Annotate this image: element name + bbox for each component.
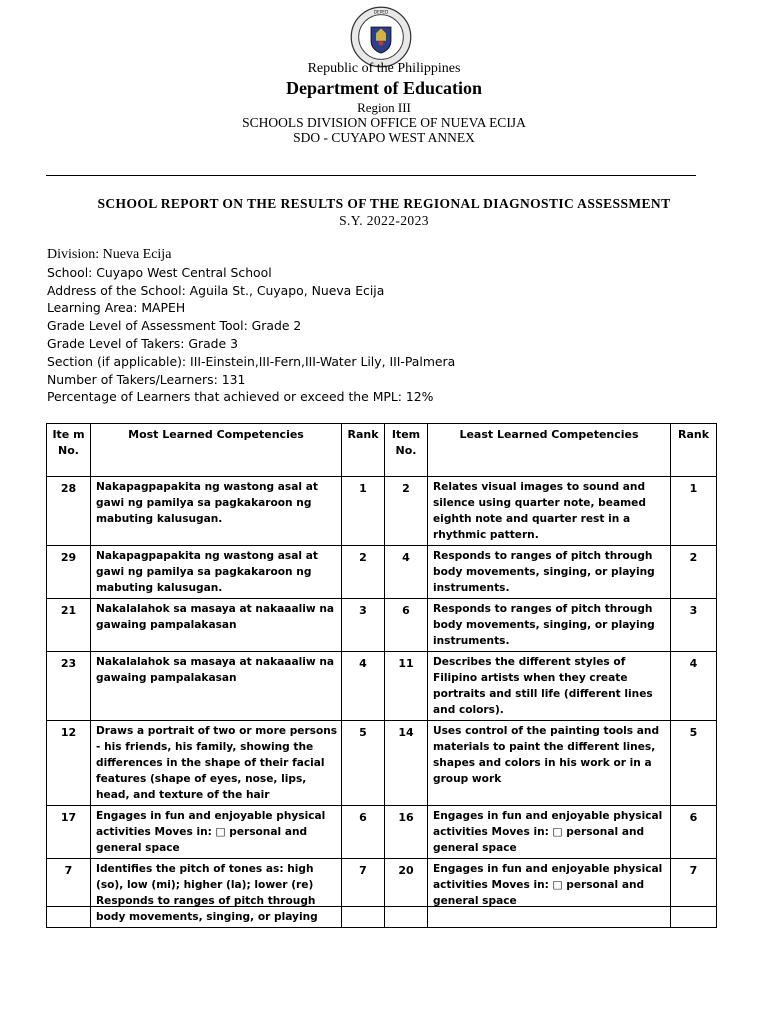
cell-rank-2: 6 (671, 806, 717, 859)
header-division-office: SCHOOLS DIVISION OFFICE OF NUEVA ECIJA (242, 115, 526, 130)
competencies-table (46, 423, 717, 928)
col-header-most-learned: Most Learned Competencies (91, 424, 342, 477)
cell-item-no-2: 4 (385, 546, 428, 599)
table-row (47, 599, 717, 652)
report-title: SCHOOL REPORT ON THE RESULTS OF THE REGIONAL DIAGNOSTIC ASSESSMENT (97, 196, 671, 211)
cell-least-learned: Responds to ranges of pitch through body movements, singing, or playing instruments. (428, 546, 671, 599)
cell-rank: 7 (342, 859, 385, 928)
cell-least-learned: Engages in fun and enjoyable physical activities Moves in: □ personal and general space (428, 806, 671, 859)
table-row (47, 806, 717, 859)
col-header-item-no: Ite m No. (47, 424, 91, 477)
cell-item-no: 23 (47, 652, 91, 721)
cell-rank-2: 2 (671, 546, 717, 599)
header-divider (46, 175, 696, 176)
cell-least-learned: Describes the different styles of Filipino artists when they create portraits and still life (different lines and colors). (428, 652, 671, 721)
cell-item-no-2: 6 (385, 599, 428, 652)
cell-item-no-2: 2 (385, 477, 428, 546)
cell-most-learned: Draws a portrait of two or more persons - his friends, his family, showing the differences in the shape of their facial features (shape of eyes, nose, lips, head, and texture of the hair (91, 721, 342, 806)
cell-rank: 2 (342, 546, 385, 599)
svg-text:DEPED: DEPED (373, 10, 389, 16)
info-school: School: Cuyapo West Central School (47, 264, 272, 280)
cell-item-no: 17 (47, 806, 91, 859)
cell-item-no: 7 (47, 859, 91, 928)
cell-item-no: 12 (47, 721, 91, 806)
info-learning-area: Learning Area: MAPEH (47, 300, 186, 316)
cell-least-learned: Responds to ranges of pitch through body movements, singing, or playing instruments. (428, 599, 671, 652)
col-header-item-no-2: Item No. (385, 424, 428, 477)
cell-least-learned: Relates visual images to sound and silence using quarter note, beamed eighth note and quarter rest in a rhythmic pattern. (428, 477, 671, 546)
cell-rank-2: 4 (671, 652, 717, 721)
cell-rank: 3 (342, 599, 385, 652)
info-mpl: Percentage of Learners that achieved or exceed the MPL: 12% (47, 389, 434, 405)
cell-least-learned: Uses control of the painting tools and materials to paint the different lines, shapes and colors in his work or in a group work (428, 721, 671, 806)
table-row (47, 546, 717, 599)
cell-most-learned: Engages in fun and enjoyable physical activities Moves in: □ personal and general space (91, 806, 342, 859)
info-section: Section (if applicable): III-Einstein,III-Fern,III-Water Lily, III-Palmera (47, 353, 456, 369)
header-department: Department of Education (286, 78, 482, 98)
col-header-least-learned: Least Learned Competencies (428, 424, 671, 477)
info-grade-tool: Grade Level of Assessment Tool: Grade 2 (47, 318, 302, 334)
cell-most-learned: Nakalalahok sa masaya at nakaaaliw na gawaing pampalakasan (91, 652, 342, 721)
footer-divider (46, 906, 716, 907)
cell-item-no: 28 (47, 477, 91, 546)
cell-least-learned: Engages in fun and enjoyable physical activities Moves in: □ personal and general space (428, 859, 671, 928)
info-takers: Number of Takers/Learners: 131 (47, 371, 246, 387)
col-header-rank: Rank (342, 424, 385, 477)
header-republic: Republic of the Philippines (307, 61, 461, 76)
table-header-row (47, 424, 717, 477)
cell-most-learned: Nakalalahok sa masaya at nakaaaliw na gawaing pampalakasan (91, 599, 342, 652)
info-address: Address of the School: Aguila St., Cuyapo, Nueva Ecija (47, 282, 385, 298)
cell-rank-2: 5 (671, 721, 717, 806)
deped-seal-logo (350, 6, 412, 68)
table-row (47, 477, 717, 546)
cell-rank: 1 (342, 477, 385, 546)
info-grade-takers: Grade Level of Takers: Grade 3 (47, 335, 238, 351)
cell-item-no-2: 11 (385, 652, 428, 721)
cell-most-learned: Nakapagpapakita ng wastong asal at gawi ng pamilya sa pagkakaroon ng mabuting kalusugan. (91, 546, 342, 599)
info-division: Division: Nueva Ecija (47, 247, 172, 262)
cell-item-no: 21 (47, 599, 91, 652)
school-info-block (47, 246, 455, 406)
cell-item-no-2: 20 (385, 859, 428, 928)
cell-most-learned: Identifies the pitch of tones as: high (so), low (mi); higher (la); lower (re) Responds to ranges of pitch through body movements, singing, or playing (91, 859, 342, 928)
cell-rank: 4 (342, 652, 385, 721)
school-year: S.Y. 2022-2023 (339, 213, 429, 228)
cell-most-learned: Nakapagpapakita ng wastong asal at gawi ng pamilya sa pagkakaroon ng mabuting kalusugan. (91, 477, 342, 546)
table-row (47, 721, 717, 806)
table-row (47, 859, 717, 928)
cell-item-no-2: 16 (385, 806, 428, 859)
cell-rank-2: 1 (671, 477, 717, 546)
cell-rank: 6 (342, 806, 385, 859)
cell-rank-2: 7 (671, 859, 717, 928)
table-row (47, 652, 717, 721)
header-region: Region III (357, 100, 411, 115)
cell-rank: 5 (342, 721, 385, 806)
cell-item-no: 29 (47, 546, 91, 599)
cell-item-no-2: 14 (385, 721, 428, 806)
header-sdo: SDO - CUYAPO WEST ANNEX (293, 130, 475, 145)
col-header-rank-2: Rank (671, 424, 717, 477)
cell-rank-2: 3 (671, 599, 717, 652)
